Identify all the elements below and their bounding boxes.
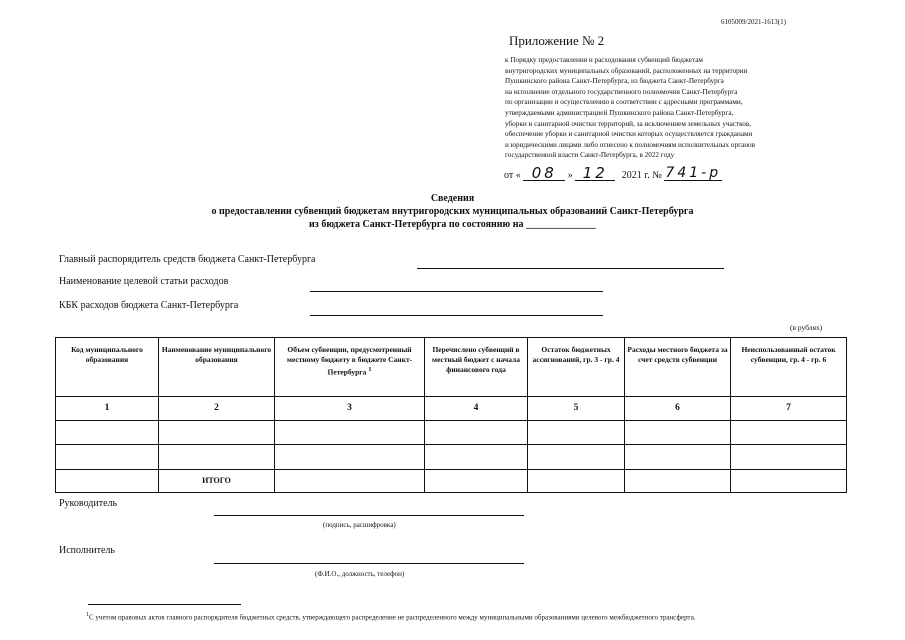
table-cell[interactable]	[425, 445, 528, 469]
order-year: 2021 г. №	[621, 170, 662, 181]
table-cell[interactable]	[731, 445, 847, 469]
doc-heading-date: из бюджета Санкт-Петербурга по состоянию на ______________	[309, 219, 596, 230]
column-number: 3	[275, 397, 425, 420]
table-cell[interactable]	[425, 469, 528, 492]
column-number: 6	[625, 397, 731, 420]
appendix-line: уборки и санитарной очистки территорий, за исключением земельных участков,	[505, 119, 752, 128]
table-cell[interactable]	[56, 420, 159, 444]
table-cell[interactable]	[56, 469, 159, 492]
table-cell[interactable]	[731, 469, 847, 492]
order-prefix: от «	[504, 170, 521, 181]
header-cell-code: Код муниципального образования	[56, 338, 159, 397]
footnote-text: С учетом правовых актов главного распорядителя бюджетных средств, утверждающего распределение не распределенного между муниципальными образованиями целевого межбюджетного трансферта.	[89, 613, 696, 622]
executor-signature-line[interactable]	[214, 563, 524, 564]
target-item-line[interactable]	[310, 291, 603, 292]
table-cell[interactable]	[159, 445, 275, 469]
order-month-handwritten: 12	[575, 166, 615, 181]
footnote	[86, 612, 696, 621]
table-cell[interactable]	[159, 420, 275, 444]
order-reference	[504, 166, 722, 182]
order-day-handwritten: 08	[523, 166, 565, 181]
order-number-handwritten: 741-р	[665, 165, 722, 181]
header-cell-volume	[275, 338, 425, 397]
subvention-table	[55, 337, 847, 493]
head-label: Руководитель	[59, 498, 118, 509]
main-manager-label: Главный распорядитель средств бюджета Санкт-Петербурга	[59, 254, 316, 265]
appendix-line: и юридическими лицами либо отнесено к полномочиям исполнительных органов	[505, 140, 756, 149]
head-caption: (подпись, расшифровка)	[323, 521, 396, 529]
target-item-label: Наименование целевой статьи расходов	[59, 276, 229, 287]
appendix-text	[505, 55, 850, 161]
column-number: 7	[731, 397, 847, 420]
column-number-row	[56, 397, 847, 420]
footnote-mark: 1	[86, 612, 89, 618]
doc-heading-title: Сведения	[430, 193, 475, 204]
main-manager-line[interactable]	[417, 268, 724, 269]
column-number: 1	[56, 397, 159, 420]
appendix-title: Приложение № 2	[509, 33, 605, 48]
table-cell[interactable]	[625, 445, 731, 469]
executor-caption: (Ф.И.О., должность, телефон)	[315, 570, 405, 578]
table-row	[56, 445, 847, 469]
header-cell-volume-text: Объем субвенции, предусмотренный местному бюджету в бюджете Санкт-Петербурга	[286, 345, 413, 377]
document-number: 6105009/2021-1613(1)	[721, 18, 786, 26]
doc-heading-subject: о предоставлении субвенций бюджетам внутригородских муниципальных образований Санкт-Петербурга	[211, 206, 694, 217]
header-cell-unused: Неиспользованный остаток субвенции, гр. 4 - гр. 6	[731, 338, 847, 397]
total-label: ИТОГО	[159, 469, 275, 492]
footnote-rule	[88, 604, 241, 605]
table-cell[interactable]	[625, 420, 731, 444]
appendix-line: Пушкинского района Санкт-Петербурга, из бюджета Санкт-Петербурга	[505, 77, 724, 86]
table-cell[interactable]	[275, 420, 425, 444]
column-number: 2	[159, 397, 275, 420]
appendix-line: обеспечение уборки и санитарной очистки которых осуществляется гражданами	[505, 130, 753, 139]
header-cell-expenses: Расходы местного бюджета за счет средств субвенции	[625, 338, 731, 397]
appendix-line: утверждаемыми администрацией Пушкинского района Санкт-Петербурга,	[505, 108, 734, 117]
header-cell-name: Наименование муниципального образования	[159, 338, 275, 397]
table-row	[56, 420, 847, 444]
executor-label: Исполнитель	[59, 545, 115, 556]
appendix-line: по организации и осуществлению в соответствии с адресными программами,	[505, 98, 743, 107]
header-cell-transferred: Перечислено субвенций в местный бюджет с начала финансового года	[425, 338, 528, 397]
table-cell[interactable]	[528, 445, 625, 469]
table-cell[interactable]	[528, 469, 625, 492]
table-cell[interactable]	[425, 420, 528, 444]
appendix-line: к Порядку предоставления и расходования субвенций бюджетам	[505, 56, 703, 64]
units-note: (в рублях)	[790, 323, 823, 332]
total-row	[56, 469, 847, 492]
head-signature-line[interactable]	[214, 515, 524, 516]
appendix-line: на исполнение отдельного государственного полномочия Санкт-Петербурга	[505, 87, 738, 96]
appendix-line: внутригородских муниципальных образований, расположенных на территории	[505, 66, 748, 75]
table-cell[interactable]	[275, 445, 425, 469]
table-header-row	[56, 338, 847, 397]
table-cell[interactable]	[731, 420, 847, 444]
column-number: 4	[425, 397, 528, 420]
table-cell[interactable]	[275, 469, 425, 492]
table-cell[interactable]	[528, 420, 625, 444]
footnote-ref: 1	[368, 366, 372, 373]
table-cell[interactable]	[625, 469, 731, 492]
appendix-line: государственной власти Санкт-Петербурга, в 2022 году	[505, 151, 675, 160]
header-cell-remainder: Остаток бюджетных ассигнований, гр. 3 - гр. 4	[528, 338, 625, 397]
kbk-label: КБК расходов бюджета Санкт-Петербурга	[59, 300, 239, 311]
column-number: 5	[528, 397, 625, 420]
table-cell[interactable]	[56, 445, 159, 469]
order-mid: »	[567, 170, 573, 181]
kbk-line[interactable]	[310, 315, 603, 316]
